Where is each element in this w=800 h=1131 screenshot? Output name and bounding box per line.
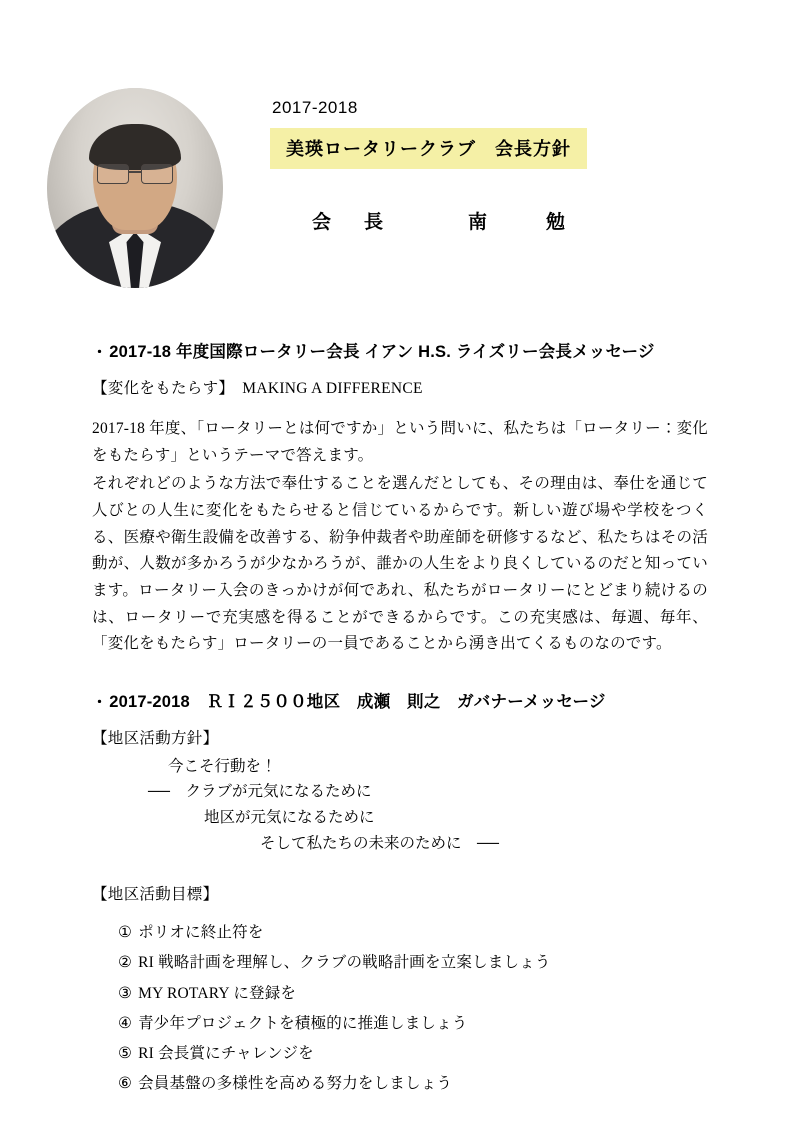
- glasses-bridge: [128, 171, 142, 173]
- goal-number: ④: [118, 1014, 133, 1032]
- section1-subheading: 【変化をもたらす】 MAKING A DIFFERENCE: [92, 380, 423, 397]
- portrait-container: [0, 72, 270, 288]
- section1-bullet: ・: [92, 344, 108, 361]
- district-goals-label: 【地区活動目標】: [92, 886, 219, 904]
- goal-number: ⑥: [118, 1075, 133, 1093]
- glasses-right-lens: [141, 164, 173, 184]
- glasses-icon: [97, 164, 173, 182]
- district-goals-list: [92, 918, 708, 1099]
- section2-block: [92, 688, 708, 1100]
- section2-bullet: ・: [92, 693, 108, 711]
- document-year: 2017-2018: [272, 98, 358, 117]
- section1-paragraph-2: それぞれどのような方法で奉仕することを選んだとしても、その理由は、奉仕を通じて人びとの人生に変化をもたらせると信じているからです。新しい遊び場や学校をつくる、医療や衛生設備を改善する、紛争仲裁者や助産師を研修するなど、私たちはその活動が、人数が多かろうが少なかろうが、誰かの人生をより良くしているのだと知っています。ロータリー入会のきっかけが何であれ、私たちがロータリーにとどまり続けるのは、ロータリーで充実感を得ることができるからです。この充実感は、毎週、毎年、「変化をもたらす」ロータリーの一員であることから湧き出てくるものなのです。: [92, 475, 708, 653]
- slogan-line-3: 地区が元気になるために: [204, 809, 375, 827]
- slogan-line-4: そして私たちの未来のために ──: [260, 834, 499, 852]
- goal-number: ①: [118, 924, 133, 942]
- document-header: [0, 0, 800, 288]
- glasses-left-lens: [97, 164, 129, 184]
- slogan-line-2: ── クラブが元気になるために: [148, 783, 372, 801]
- list-item: [92, 979, 708, 1009]
- document-body: [0, 288, 800, 1099]
- page-title: 美瑛ロータリークラブ 会長方針: [270, 128, 587, 169]
- section2-heading: [92, 688, 708, 712]
- section1-heading: [92, 338, 708, 362]
- district-policy-label: 【地区活動方針】: [92, 729, 219, 747]
- goal-number: ⑤: [118, 1045, 133, 1063]
- president-name-line: 会 長 南 勉: [312, 212, 573, 233]
- section1-paragraph-1: 2017-18 年度、「ロータリーとは何ですか」という問いに、私たちは「ロータリー：変化をもたらす」というテーマで答えます。: [92, 420, 708, 464]
- list-item: [92, 1039, 708, 1069]
- slogan-line-1: 今こそ行動を！: [168, 757, 277, 775]
- list-item: [92, 948, 708, 978]
- goal-number: ②: [118, 954, 133, 972]
- president-portrait-photo: [47, 88, 223, 288]
- goal-text: RI 戦略計画を理解し、クラブの戦略計画を立案しましょう: [138, 954, 551, 972]
- section2-heading-text: 2017-2018 ＲＩ２５００地区 成瀬 則之 ガバナーメッセージ: [109, 692, 606, 711]
- goal-text: 会員基盤の多様性を高める努力をしましょう: [138, 1075, 453, 1093]
- list-item: [92, 1009, 708, 1039]
- goal-text: MY ROTARY に登録を: [138, 984, 297, 1002]
- list-item: [92, 918, 708, 948]
- district-slogan: [92, 754, 708, 856]
- goal-text: 青少年プロジェクトを積極的に推進しましょう: [138, 1014, 468, 1032]
- goal-text: ポリオに終止符を: [138, 924, 264, 942]
- goal-text: RI 会長賞にチャレンジを: [138, 1045, 314, 1063]
- header-text-block: [270, 72, 587, 234]
- goal-number: ③: [118, 984, 133, 1002]
- section1-heading-text: 2017-18 年度国際ロータリー会長 イアン H.S. ライズリー会長メッセージ: [109, 343, 655, 361]
- list-item: [92, 1069, 708, 1099]
